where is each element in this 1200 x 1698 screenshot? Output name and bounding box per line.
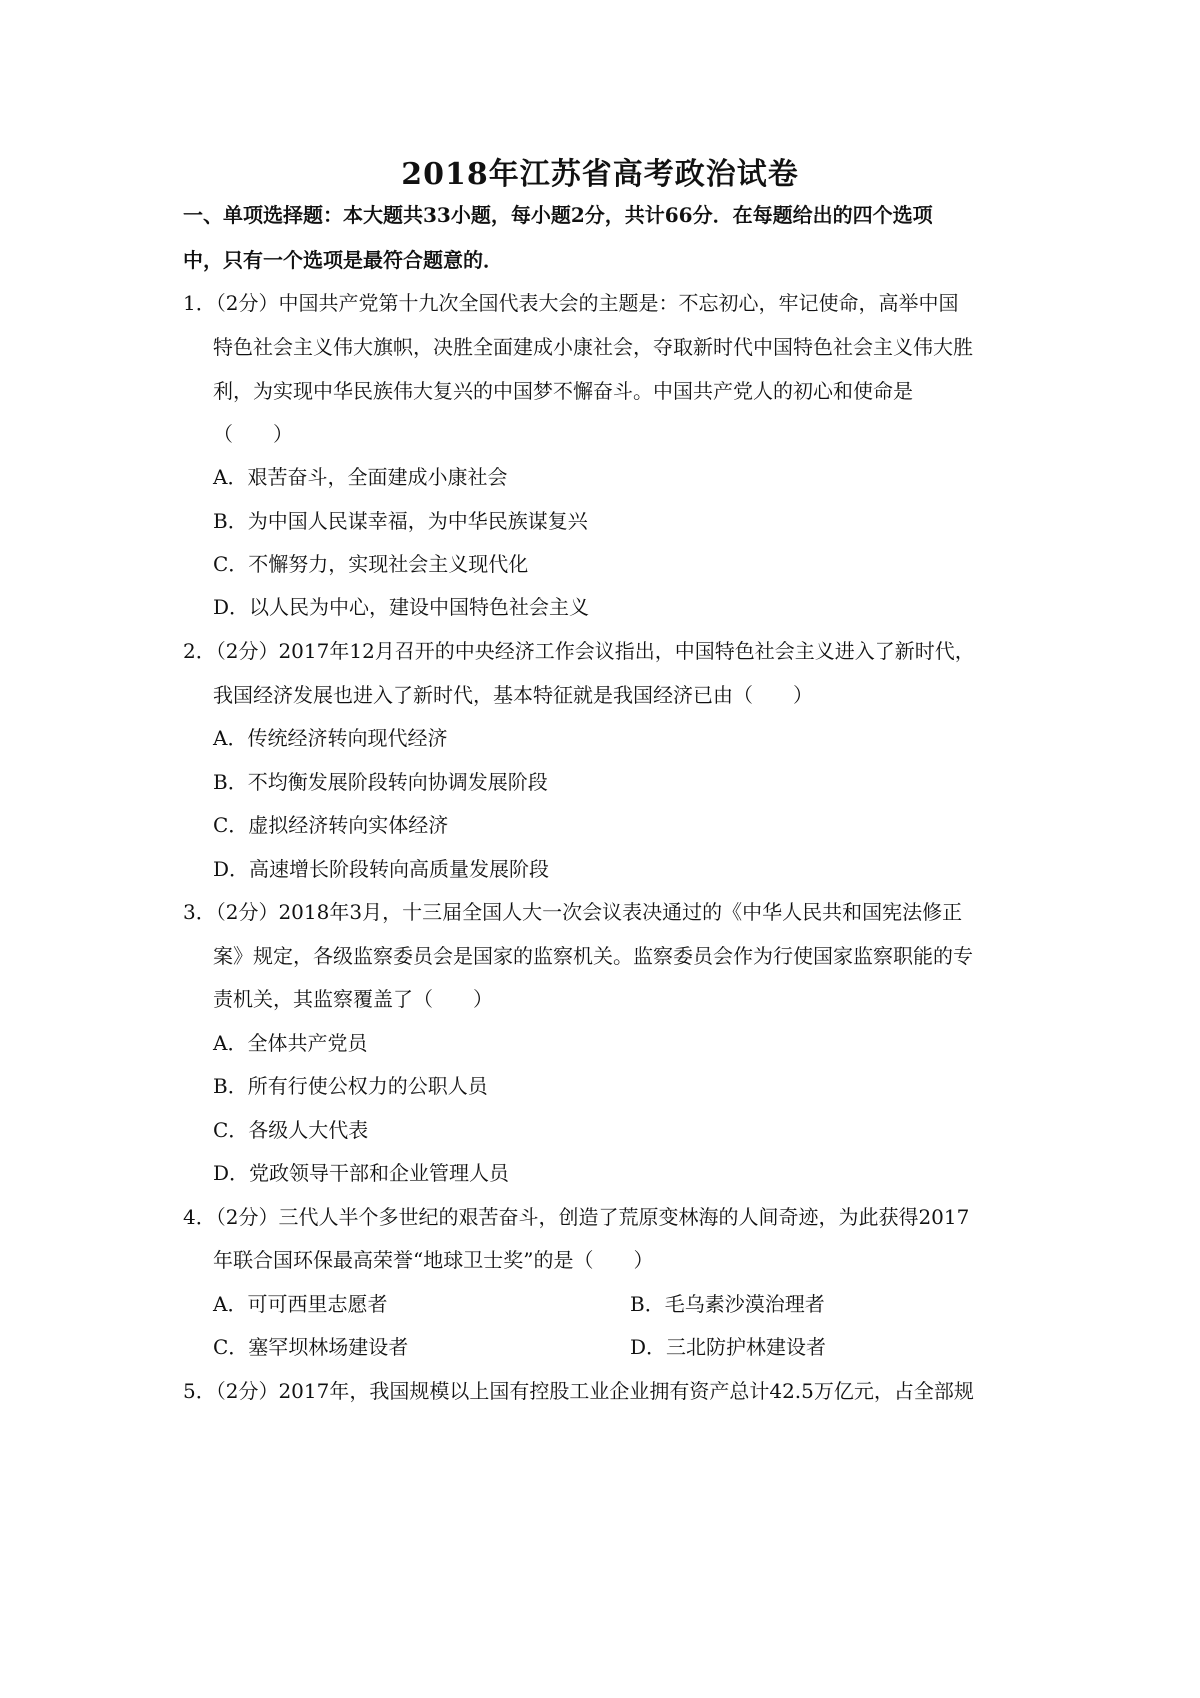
- option-a: A．艰苦奋斗，全面建成小康社会: [213, 465, 508, 489]
- option-a: A．全体共产党员: [213, 1031, 368, 1055]
- question-stem-line: 3．（2分）2018年3月，十三届全国人大一次会议表决通过的《中华人民共和国宪法修正: [183, 900, 963, 924]
- option-d: D．三北防护林建设者: [630, 1335, 827, 1359]
- option-c: C．不懈努力，实现社会主义现代化: [213, 552, 529, 576]
- question-stem-line: 我国经济发展也进入了新时代，基本特征就是我国经济已由（ ）: [213, 683, 813, 707]
- question-stem-line: 1．（2分）中国共产党第十九次全国代表大会的主题是：不忘初心，牢记使命，高举中国: [183, 291, 959, 315]
- question-stem-line: 5．（2分）2017年，我国规模以上国有控股工业企业拥有资产总计42.5万亿元，占全部规: [183, 1379, 974, 1403]
- option-b: B．为中国人民谋幸福，为中华民族谋复兴: [213, 509, 588, 533]
- option-c: C．塞罕坝林场建设者: [213, 1335, 409, 1359]
- question-stem-line: （ ）: [213, 422, 293, 446]
- question-stem-line: 年联合国环保最高荣誉“地球卫士奖”的是（ ）: [213, 1248, 654, 1272]
- question-stem-line: 4．（2分）三代人半个多世纪的艰苦奋斗，创造了荒原变林海的人间奇迹，为此获得2017: [183, 1205, 970, 1229]
- option-d: D．以人民为中心，建设中国特色社会主义: [213, 595, 590, 619]
- option-d: D．高速增长阶段转向高质量发展阶段: [213, 857, 550, 881]
- option-b: B．所有行使公权力的公职人员: [213, 1074, 488, 1098]
- option-b: B．毛乌素沙漠治理者: [630, 1292, 825, 1316]
- page-title: 2018年江苏省高考政治试卷: [401, 157, 799, 192]
- option-d: D．党政领导干部和企业管理人员: [213, 1161, 510, 1185]
- option-a: A．传统经济转向现代经济: [213, 726, 448, 750]
- option-c: C．各级人大代表: [213, 1118, 369, 1142]
- option-b: B．不均衡发展阶段转向协调发展阶段: [213, 770, 548, 794]
- section-instruction-line-2: 中，只有一个选项是最符合题意的．: [183, 248, 503, 272]
- question-stem-line: 2．（2分）2017年12月召开的中央经济工作会议指出，中国特色社会主义进入了新时代，: [183, 639, 975, 663]
- option-a: A．可可西里志愿者: [213, 1292, 388, 1316]
- option-c: C．虚拟经济转向实体经济: [213, 813, 449, 837]
- question-stem-line: 利，为实现中华民族伟大复兴的中国梦不懈奋斗。中国共产党人的初心和使命是: [213, 379, 913, 403]
- question-stem-line: 特色社会主义伟大旗帜，决胜全面建成小康社会，夺取新时代中国特色社会主义伟大胜: [213, 335, 973, 359]
- section-instruction-line-1: 一、单项选择题：本大题共33小题，每小题2分，共计66分．在每题给出的四个选项: [183, 203, 933, 227]
- question-stem-line: 责机关，其监察覆盖了（ ）: [213, 987, 493, 1011]
- question-stem-line: 案》规定，各级监察委员会是国家的监察机关。监察委员会作为行使国家监察职能的专: [213, 944, 973, 968]
